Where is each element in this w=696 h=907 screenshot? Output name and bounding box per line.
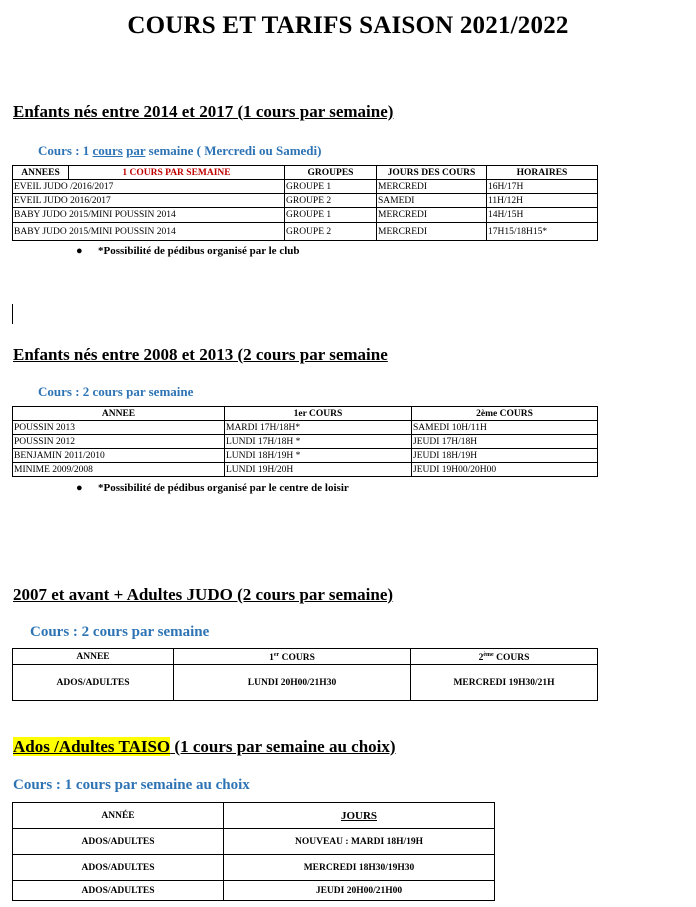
section4-subtitle: Cours : 1 cours par semaine au choix	[13, 777, 250, 793]
section1-note-text: *Possibilité de pédibus organisé par le club	[98, 245, 300, 257]
section2-subtitle: Cours : 2 cours par semaine	[38, 384, 194, 399]
table-cell: 16H/17H	[487, 180, 598, 194]
section1-note	[76, 245, 300, 257]
table-cell: SAMEDI 10H/11H	[412, 421, 598, 435]
table-row	[13, 180, 598, 194]
text-cursor	[12, 304, 13, 324]
bullet-icon: ●	[76, 245, 83, 257]
table-cell: GROUPE 2	[285, 223, 377, 241]
section4-heading-rest: (1 cours par semaine au choix)	[170, 737, 396, 756]
table-cell: EVEIL JUDO 2016/2017	[13, 194, 285, 208]
header-cell	[224, 803, 495, 829]
section2-table	[12, 406, 598, 477]
table-cell: ADOS/ADULTES	[13, 855, 224, 881]
section1-sub-par: par	[126, 143, 146, 158]
table-cell: JEUDI 17H/18H	[412, 435, 598, 449]
header-cell: 1er COURS	[225, 407, 412, 421]
header-cell: GROUPES	[285, 166, 377, 180]
table-cell: LUNDI 18H/19H *	[225, 449, 412, 463]
table-cell: MERCREDI	[377, 223, 487, 241]
section3-subtitle: Cours : 2 cours par semaine	[30, 624, 210, 640]
table-row	[13, 881, 495, 901]
table-cell: ADOS/ADULTES	[13, 665, 174, 701]
table-row	[13, 194, 598, 208]
table-cell: EVEIL JUDO /2016/2017	[13, 180, 285, 194]
table-cell: MERCREDI 18H30/19H30	[224, 855, 495, 881]
table-header-row	[13, 803, 495, 829]
table-cell: POUSSIN 2012	[13, 435, 225, 449]
table-row	[13, 435, 598, 449]
bullet-icon: ●	[76, 482, 83, 494]
table-cell: MINIME 2009/2008	[13, 463, 225, 477]
section1-subtitle	[38, 143, 321, 159]
table-cell: GROUPE 2	[285, 194, 377, 208]
page-title: COURS ET TARIFS SAISON 2021/2022	[127, 12, 569, 39]
table-cell: SAMEDI	[377, 194, 487, 208]
section1-sub-prefix: Cours : 1	[38, 143, 93, 158]
header-text: COURS	[279, 653, 315, 664]
table-row	[13, 223, 598, 241]
table-cell: JEUDI 19H00/20H00	[412, 463, 598, 477]
table-cell: 17H15/18H15*	[487, 223, 598, 241]
table-cell: LUNDI 19H/20H	[225, 463, 412, 477]
table-cell: BABY JUDO 2015/MINI POUSSIN 2014	[13, 208, 285, 223]
table-header-row	[13, 649, 598, 665]
section1-sub-cours: cours	[92, 143, 123, 158]
table-row	[13, 829, 495, 855]
header-cell: ANNEE	[13, 649, 174, 665]
header-cell: ANNÉE	[13, 803, 224, 829]
header-cell	[411, 649, 598, 665]
section1-sub-suffix: semaine ( Mercredi ou Samedi)	[145, 143, 322, 158]
header-cell	[174, 649, 411, 665]
table-cell: 11H/12H	[487, 194, 598, 208]
table-cell: MERCREDI	[377, 180, 487, 194]
table-row	[13, 463, 598, 477]
section1-heading: Enfants nés entre 2014 et 2017 (1 cours par semaine)	[13, 102, 394, 121]
table-cell: GROUPE 1	[285, 208, 377, 223]
table-cell: JEUDI 18H/19H	[412, 449, 598, 463]
table-cell: LUNDI 20H00/21H30	[174, 665, 411, 701]
section4-table	[12, 802, 495, 901]
section2-note-text: *Possibilité de pédibus organisé par le centre de loisir	[98, 482, 349, 494]
table-row	[13, 208, 598, 223]
section1-table	[12, 165, 598, 241]
table-cell: ADOS/ADULTES	[13, 881, 224, 901]
header-cell: 2ème COURS	[412, 407, 598, 421]
header-cell: 1 COURS PAR SEMAINE	[69, 166, 285, 180]
table-cell: BENJAMIN 2011/2010	[13, 449, 225, 463]
header-sup: er	[273, 652, 280, 658]
table-row	[13, 665, 598, 701]
section3-heading: 2007 et avant + Adultes JUDO (2 cours par semaine)	[13, 585, 394, 604]
header-cell: ANNEES	[13, 166, 69, 180]
header-text: 2	[478, 653, 484, 664]
table-cell: LUNDI 17H/18H *	[225, 435, 412, 449]
header-cell: ANNEE	[13, 407, 225, 421]
table-header-row	[13, 407, 598, 421]
table-cell: MARDI 17H/18H*	[225, 421, 412, 435]
header-cell: HORAIRES	[487, 166, 598, 180]
section4-heading-highlight: Ados /Adultes TAISO	[13, 737, 171, 756]
table-cell: JEUDI 20H00/21H00	[224, 881, 495, 901]
section2-heading: Enfants nés entre 2008 et 2013 (2 cours par semaine	[13, 345, 388, 364]
table-header-row	[13, 166, 598, 180]
table-row	[13, 855, 495, 881]
table-cell: 14H/15H	[487, 208, 598, 223]
section3-table	[12, 648, 598, 701]
table-cell: MERCREDI 19H30/21H	[411, 665, 598, 701]
section4-heading	[13, 737, 396, 757]
header-text: COURS	[493, 653, 530, 664]
table-cell: GROUPE 1	[285, 180, 377, 194]
section2-note	[76, 482, 349, 494]
table-cell: ADOS/ADULTES	[13, 829, 224, 855]
table-row	[13, 449, 598, 463]
header-text: JOURS	[340, 809, 378, 822]
table-cell: BABY JUDO 2015/MINI POUSSIN 2014	[13, 223, 285, 241]
table-cell: POUSSIN 2013	[13, 421, 225, 435]
header-sup: ème	[483, 652, 494, 658]
table-cell: NOUVEAU : MARDI 18H/19H	[224, 829, 495, 855]
header-text: 1	[269, 653, 274, 664]
table-row	[13, 421, 598, 435]
table-cell: MERCREDI	[377, 208, 487, 223]
header-cell: JOURS DES COURS	[377, 166, 487, 180]
